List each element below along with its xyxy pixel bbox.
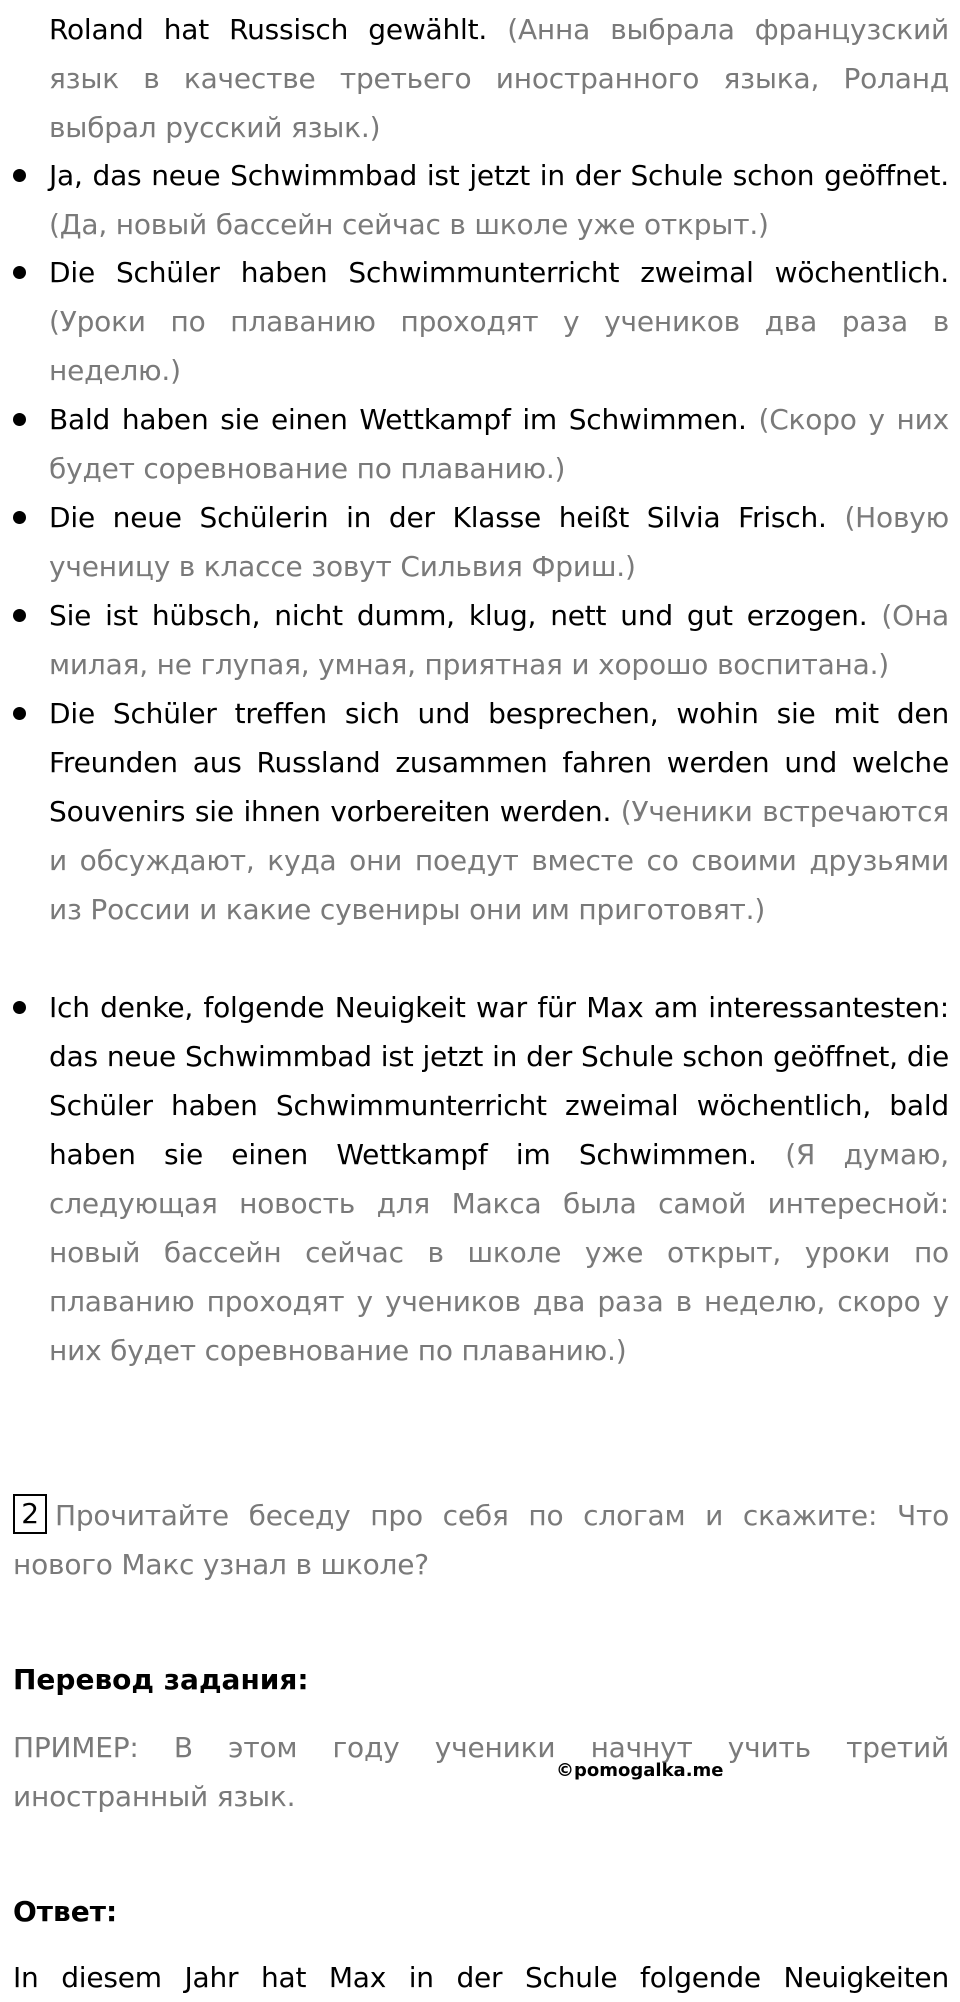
russian-translation: (Ученики встречаются и обсуждают, куда они поедут вместе со своими друзьями из России и какие сувениры они им приготовят.)	[49, 795, 949, 926]
german-text: Die Schüler treffen sich und besprechen, wohin sie mit den Freunden aus Russland zusammen fahren werden und welche Souvenirs sie ihnen vorbereiten werden.	[49, 697, 949, 828]
german-text: Die Schüler haben Schwimmunterricht zweimal wöchentlich.	[49, 256, 949, 289]
bullet-icon	[13, 511, 26, 524]
example-text: ПРИМЕР: В этом году ученики начнут учить третий иностранный язык.	[13, 1731, 949, 1813]
intro-paragraph	[49, 5, 949, 152]
bullet-icon	[13, 169, 26, 182]
german-text: Bald haben sie einen Wettkampf im Schwimmen.	[49, 403, 747, 436]
russian-translation: (Она милая, не глупая, умная, приятная и хорошо воспитана.)	[49, 599, 950, 681]
list-item	[49, 983, 949, 1375]
task-text: Прочитайте беседу про себя по слогам и скажите: Что нового Макс узнал в школе?	[13, 1499, 949, 1581]
list-item	[49, 248, 949, 395]
german-text: Ich denke, folgende Neuigkeit war für Max am interessantesten: das neue Schwimmbad ist jetzt in der Schule schon geöffnet, die Schüler haben Schwimmunterricht zweimal wöchentlich, bald haben sie einen Wettkampf im Schwimmen.	[49, 991, 949, 1171]
russian-translation: (Анна выбрала французский язык в качестве третьего иностранного языка, Роланд выбрал русский язык.)	[49, 13, 949, 144]
russian-translation: (Да, новый бассейн сейчас в школе уже открыт.)	[49, 208, 769, 241]
translation-heading: Перевод задания:	[13, 1663, 309, 1696]
bullet-icon	[13, 1001, 26, 1014]
bullet-icon	[13, 413, 26, 426]
answer-heading: Ответ:	[13, 1895, 118, 1928]
german-text: Sie ist hübsch, nicht dumm, klug, nett und gut erzogen.	[49, 599, 868, 632]
list-item	[49, 689, 949, 934]
bullet-icon	[13, 707, 26, 720]
german-text: Die neue Schülerin in der Klasse heißt Silvia Frisch.	[49, 501, 827, 534]
answer-text: In diesem Jahr hat Max in der Schule folgende Neuigkeiten	[13, 1961, 949, 1994]
bullet-icon	[13, 609, 26, 622]
german-text: Roland hat Russisch gewählt.	[49, 13, 488, 46]
russian-translation: (Я думаю, следующая новость для Макса была самой интересной: новый бассейн сейчас в школе уже открыт, уроки по плаванию проходят у учеников два раза в неделю, скоро у них будет соревнование по плаванию.)	[49, 1138, 949, 1367]
russian-translation: (Уроки по плаванию проходят у учеников два раза в неделю.)	[49, 305, 949, 387]
bullet-icon	[13, 266, 26, 279]
task-number-box: 2	[13, 1494, 47, 1534]
task-instruction	[13, 1491, 949, 1589]
russian-translation: (Новую ученицу в классе зовут Сильвия Фриш.)	[49, 501, 949, 583]
russian-translation: (Скоро у них будет соревнование по плаванию.)	[49, 403, 950, 485]
watermark: ©pomogalka.me	[556, 1760, 724, 1781]
list-item	[49, 151, 949, 249]
list-item	[49, 591, 949, 689]
list-item	[49, 395, 949, 493]
list-item	[49, 493, 949, 591]
german-text: Ja, das neue Schwimmbad ist jetzt in der Schule schon geöffnet.	[49, 159, 949, 192]
